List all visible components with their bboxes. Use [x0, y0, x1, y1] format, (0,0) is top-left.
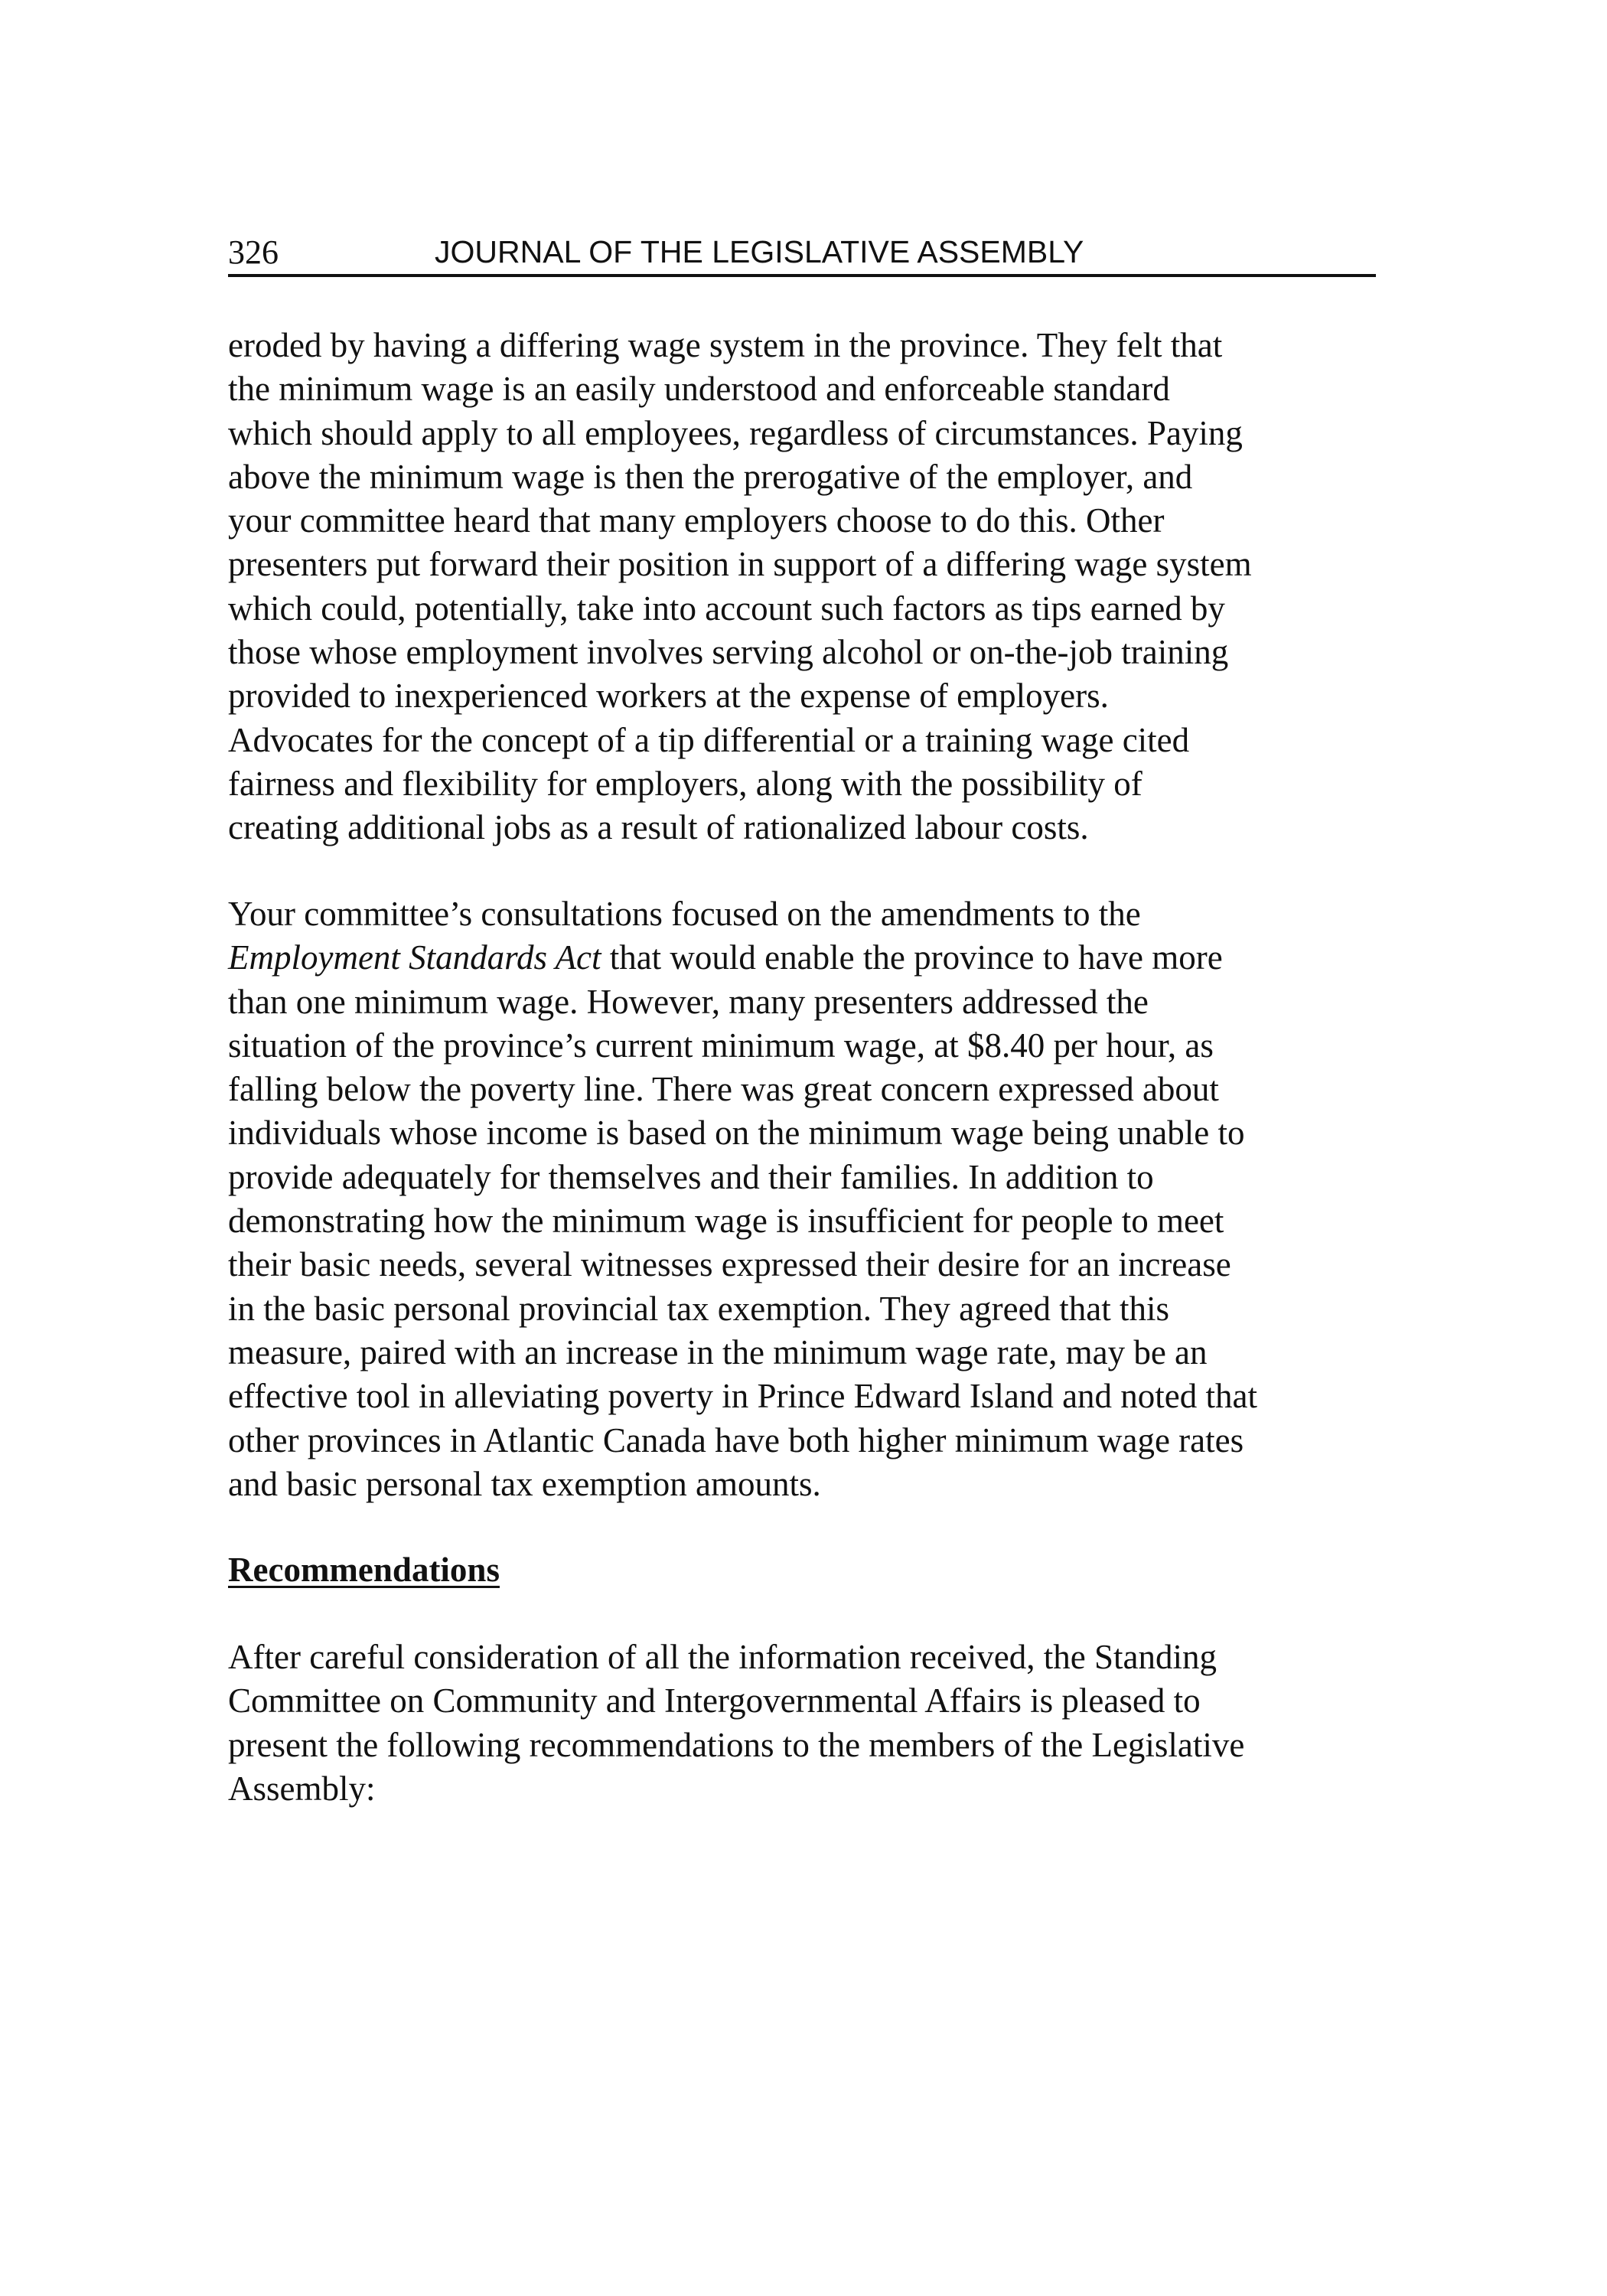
text-line: the minimum wage is an easily understood and enforceable standard	[228, 370, 1170, 409]
text-line: their basic needs, several witnesses expressed their desire for an increase	[228, 1245, 1231, 1284]
text-line: which should apply to all employees, regardless of circumstances. Paying	[228, 413, 1243, 452]
text-line: Your committee’s consultations focused on the amendments to the	[228, 895, 1141, 933]
text-line: provided to inexperienced workers at the expense of employers.	[228, 677, 1109, 716]
page-number: 326	[228, 233, 279, 271]
text-line: falling below the poverty line. There was great concern expressed about	[228, 1070, 1219, 1109]
text-line: effective tool in alleviating poverty in Prince Edward Island and noted that	[228, 1377, 1258, 1416]
text-segment: that would enable the province to have more	[601, 938, 1223, 977]
text-line: creating additional jobs as a result of rationalized labour costs.	[228, 808, 1089, 847]
text-line: Committee on Community and Intergovernmental Affairs is pleased to	[228, 1681, 1201, 1720]
text-line: provide adequately for themselves and their families. In addition to	[228, 1157, 1154, 1196]
text-line: eroded by having a differing wage system in the province. They felt that	[228, 326, 1223, 364]
text-line: individuals whose income is based on the minimum wage being unable to	[228, 1114, 1245, 1153]
act-title: Employment Standards Act	[228, 938, 601, 977]
text-line	[228, 936, 1391, 980]
text-line: present the following recommendations to the members of the Legislative	[228, 1725, 1245, 1764]
text-line: Assembly:	[228, 1769, 376, 1808]
paragraph-consultations	[228, 892, 1391, 1506]
text-line: Advocates for the concept of a tip differential or a training wage cited	[228, 720, 1190, 759]
text-line: in the basic personal provincial tax exemption. They agreed that this	[228, 1289, 1170, 1328]
text-line: and basic personal tax exemption amounts.	[228, 1464, 821, 1503]
text-line: your committee heard that many employers choose to do this. Other	[228, 501, 1165, 540]
page-header	[228, 227, 1376, 277]
text-line: presenters put forward their position in support of a differing wage system	[228, 545, 1252, 584]
paragraph-recommendations-intro	[228, 1636, 1391, 1811]
running-title: JOURNAL OF THE LEGISLATIVE ASSEMBLY	[435, 234, 1084, 269]
text-line: demonstrating how the minimum wage is insufficient for people to meet	[228, 1202, 1224, 1241]
text-line: situation of the province’s current minimum wage, at $8.40 per hour, as	[228, 1026, 1214, 1065]
text-line: than one minimum wage. However, many presenters addressed the	[228, 982, 1149, 1021]
text-line: which could, potentially, take into account such factors as tips earned by	[228, 589, 1225, 628]
text-line: fairness and flexibility for employers, along with the possibility of	[228, 764, 1143, 803]
text-line: above the minimum wage is then the prerogative of the employer, and	[228, 457, 1193, 496]
text-line: After careful consideration of all the information received, the Standing	[228, 1638, 1217, 1676]
text-line: those whose employment involves serving alcohol or on-the-job training	[228, 633, 1229, 672]
text-line: other provinces in Atlantic Canada have both higher minimum wage rates	[228, 1420, 1244, 1459]
text-line: measure, paired with an increase in the minimum wage rate, may be an	[228, 1332, 1208, 1371]
recommendations-heading: Recommendations	[228, 1551, 500, 1589]
paragraph-wage-system	[228, 324, 1391, 850]
